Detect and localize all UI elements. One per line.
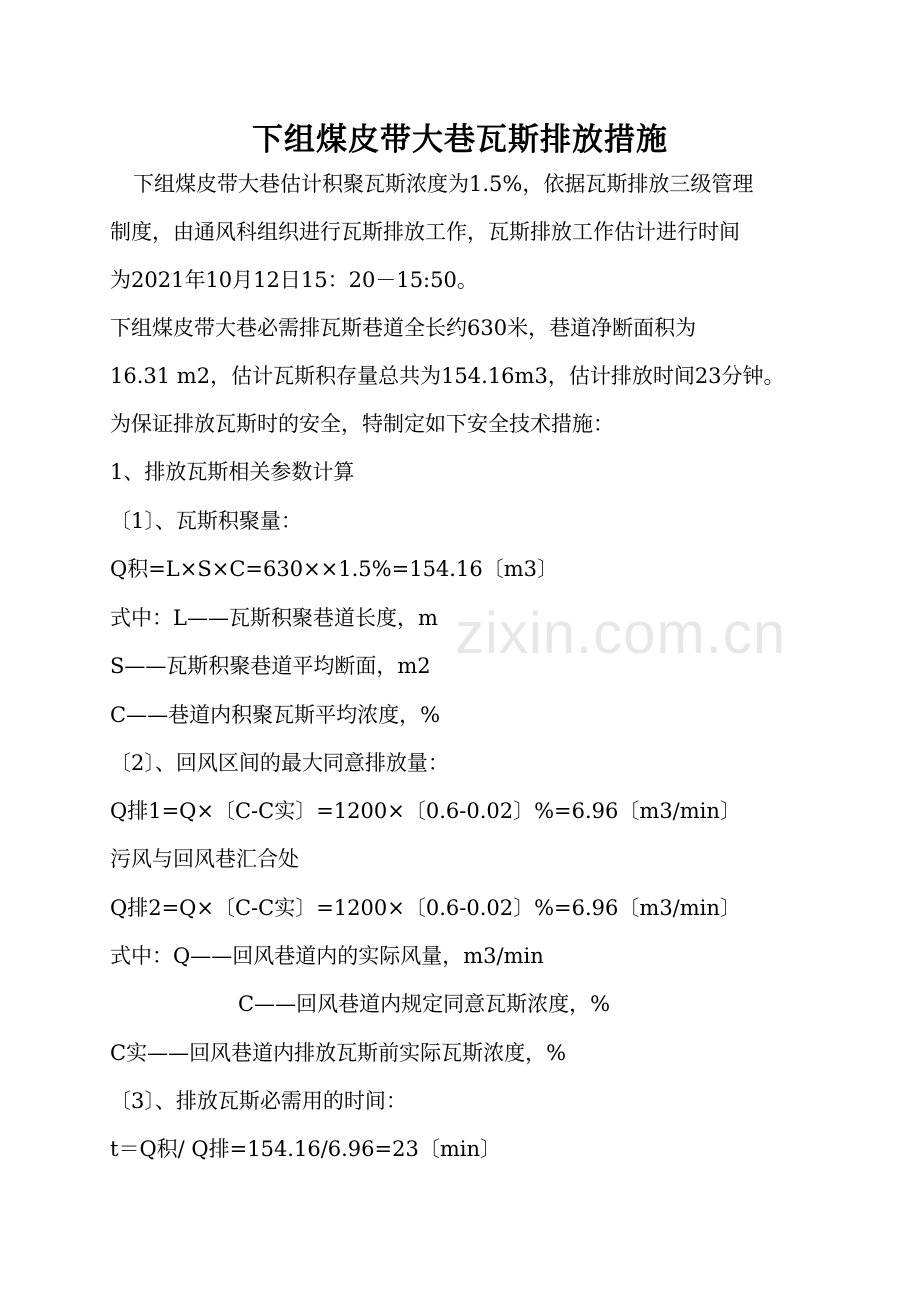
paragraph-line: 污风与回风巷汇合处 bbox=[110, 847, 299, 871]
formula-line: Q排2=Q×〔C-C实〕=1200×〔0.6-0.02〕%=6.96〔m3/min〕 bbox=[110, 896, 741, 920]
paragraph-line: 16.31 m2，估计瓦斯积存量总共为154.16m3，估计排放时间23分钟。 bbox=[110, 364, 785, 388]
paragraph-line: 制度，由通风科组织进行瓦斯排放工作，瓦斯排放工作估计进行时间 bbox=[110, 220, 740, 244]
paragraph-line: 为保证排放瓦斯时的安全，特制定如下安全技术措施： bbox=[110, 412, 614, 436]
definition-line: S——瓦斯积聚巷道平均断面，m2 bbox=[110, 654, 431, 678]
subsection-heading: 〔2〕、回风区间的最大同意排放量： bbox=[110, 751, 449, 775]
paragraph-line: 下组煤皮带大巷必需排瓦斯巷道全长约630米，巷道净断面积为 bbox=[110, 316, 697, 340]
document-title: 下组煤皮带大巷瓦斯排放措施 bbox=[252, 122, 668, 158]
definition-line: C——巷道内积聚瓦斯平均浓度，% bbox=[110, 703, 441, 727]
formula-line: t＝Q积/ Q排=154.16/6.96=23〔min〕 bbox=[110, 1137, 502, 1161]
subsection-heading: 〔3〕、排放瓦斯必需用的时间： bbox=[110, 1089, 407, 1113]
watermark: zixin.com.cn bbox=[455, 601, 787, 666]
paragraph-line: 为2021年10月12日15：20－15:50。 bbox=[110, 268, 478, 292]
formula-line: Q积=L×S×C=630××1.5%=154.16〔m3〕 bbox=[110, 557, 558, 581]
definition-line: 式中：L——瓦斯积聚巷道长度，m bbox=[110, 606, 438, 630]
section-heading: 1、排放瓦斯相关参数计算 bbox=[110, 460, 355, 484]
formula-line: Q排1=Q×〔C-C实〕=1200×〔0.6-0.02〕%=6.96〔m3/min〕 bbox=[110, 799, 741, 823]
paragraph-line: 下组煤皮带大巷估计积聚瓦斯浓度为1.5%，依据瓦斯排放三级管理 bbox=[133, 172, 754, 196]
definition-line: C实——回风巷道内排放瓦斯前实际瓦斯浓度，% bbox=[110, 1041, 567, 1065]
definition-line: 式中：Q——回风巷道内的实际风量，m3/min bbox=[110, 944, 544, 968]
definition-line: C——回风巷道内规定同意瓦斯浓度，% bbox=[238, 992, 611, 1016]
subsection-heading: 〔1〕、瓦斯积聚量： bbox=[110, 509, 302, 533]
